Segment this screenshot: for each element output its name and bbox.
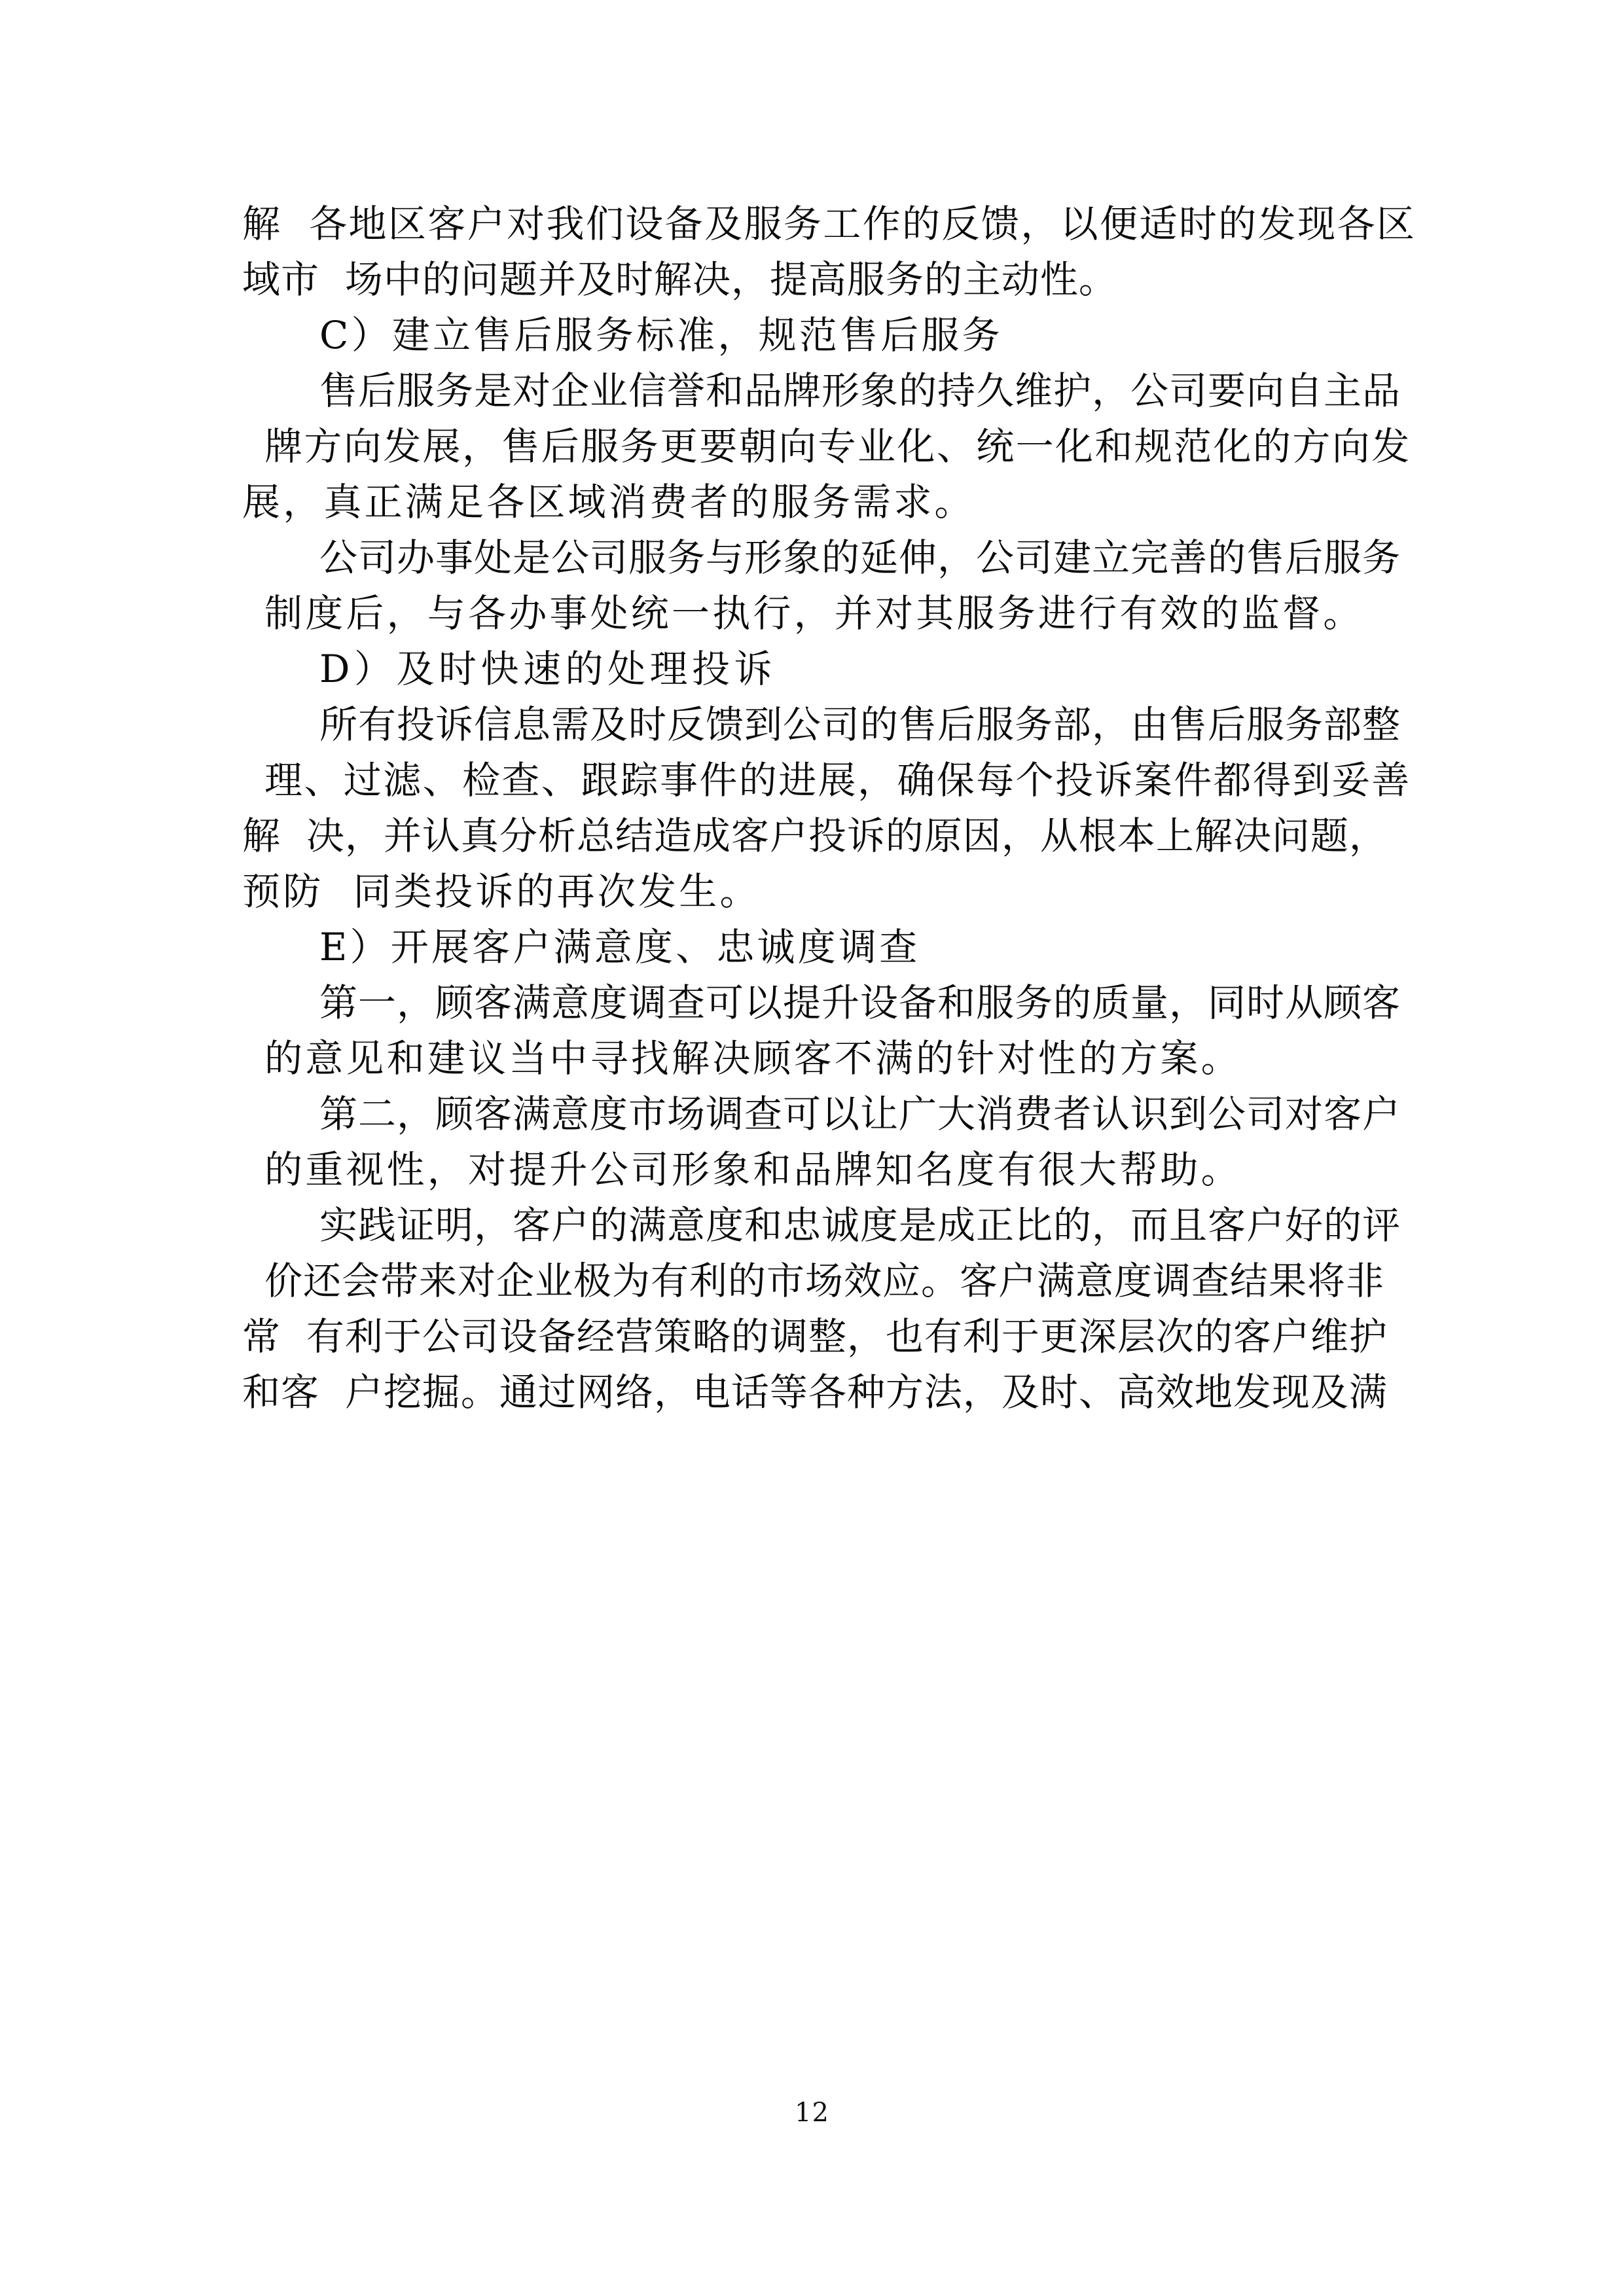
document-body [242,196,1416,1420]
document-line: 实践证明，客户的满意度和忠诚度是成正比的，而且客户好的评 [319,1203,1401,1247]
document-line: 常 有利于公司设备经营策略的调整，也有利于更深层次的客户维护 [242,1314,1388,1359]
document-line: 第一，顾客满意度调查可以提升设备和服务的质量，同时从顾客 [319,980,1401,1025]
document-line: 解 决，并认真分析总结造成客户投诉的原因，从根本上解决问题， [242,814,1388,858]
document-line: 的意见和建议当中寻找解决顾客不满的针对性的方案。 [264,1036,1242,1081]
document-line: 售后服务是对企业信誉和品牌形象的持久维护，公司要向自主品 [319,368,1401,413]
document-line: E）开展客户满意度、忠诚度调查 [319,925,920,969]
document-line: 预防 同类投诉的再次发生。 [242,869,761,914]
document-line: 制度后，与各办事处统一执行，并对其服务进行有效的监督。 [264,591,1364,636]
document-line: C）建立售后服务标准，规范售后服务 [319,313,1003,357]
document-line: 价还会带来对企业极为有利的市场效应。客户满意度调查结果将非 [264,1259,1385,1303]
page-number: 12 [795,2098,829,2128]
document-line: 域市 场中的问题并及时解决，提高服务的主动性。 [242,257,1117,302]
document-line: D）及时快速的处理投诉 [319,647,777,691]
document-line: 理、过滤、检查、跟踪事件的进展，确保每个投诉案件都得到妥善 [264,758,1411,802]
document-line: 牌方向发展，售后服务更要朝向专业化、统一化和规范化的方向发 [264,424,1411,469]
document-line: 和客 户挖掘。通过网络，电话等各种方法，及时、高效地发现及满 [242,1370,1388,1414]
document-line: 的重视性，对提升公司形象和品牌知名度有很大帮助。 [264,1147,1242,1192]
document-line: 解 各地区客户对我们设备及服务工作的反馈，以便适时的发现各区 [242,202,1416,246]
document-line: 公司办事处是公司服务与形象的延伸，公司建立完善的售后服务 [319,535,1401,580]
document-line: 展，真正满足各区域消费者的服务需求。 [242,480,975,524]
document-line: 所有投诉信息需及时反馈到公司的售后服务部，由售后服务部整 [319,702,1401,747]
document-line: 第二，顾客满意度市场调查可以让广大消费者认识到公司对客户 [319,1092,1401,1136]
